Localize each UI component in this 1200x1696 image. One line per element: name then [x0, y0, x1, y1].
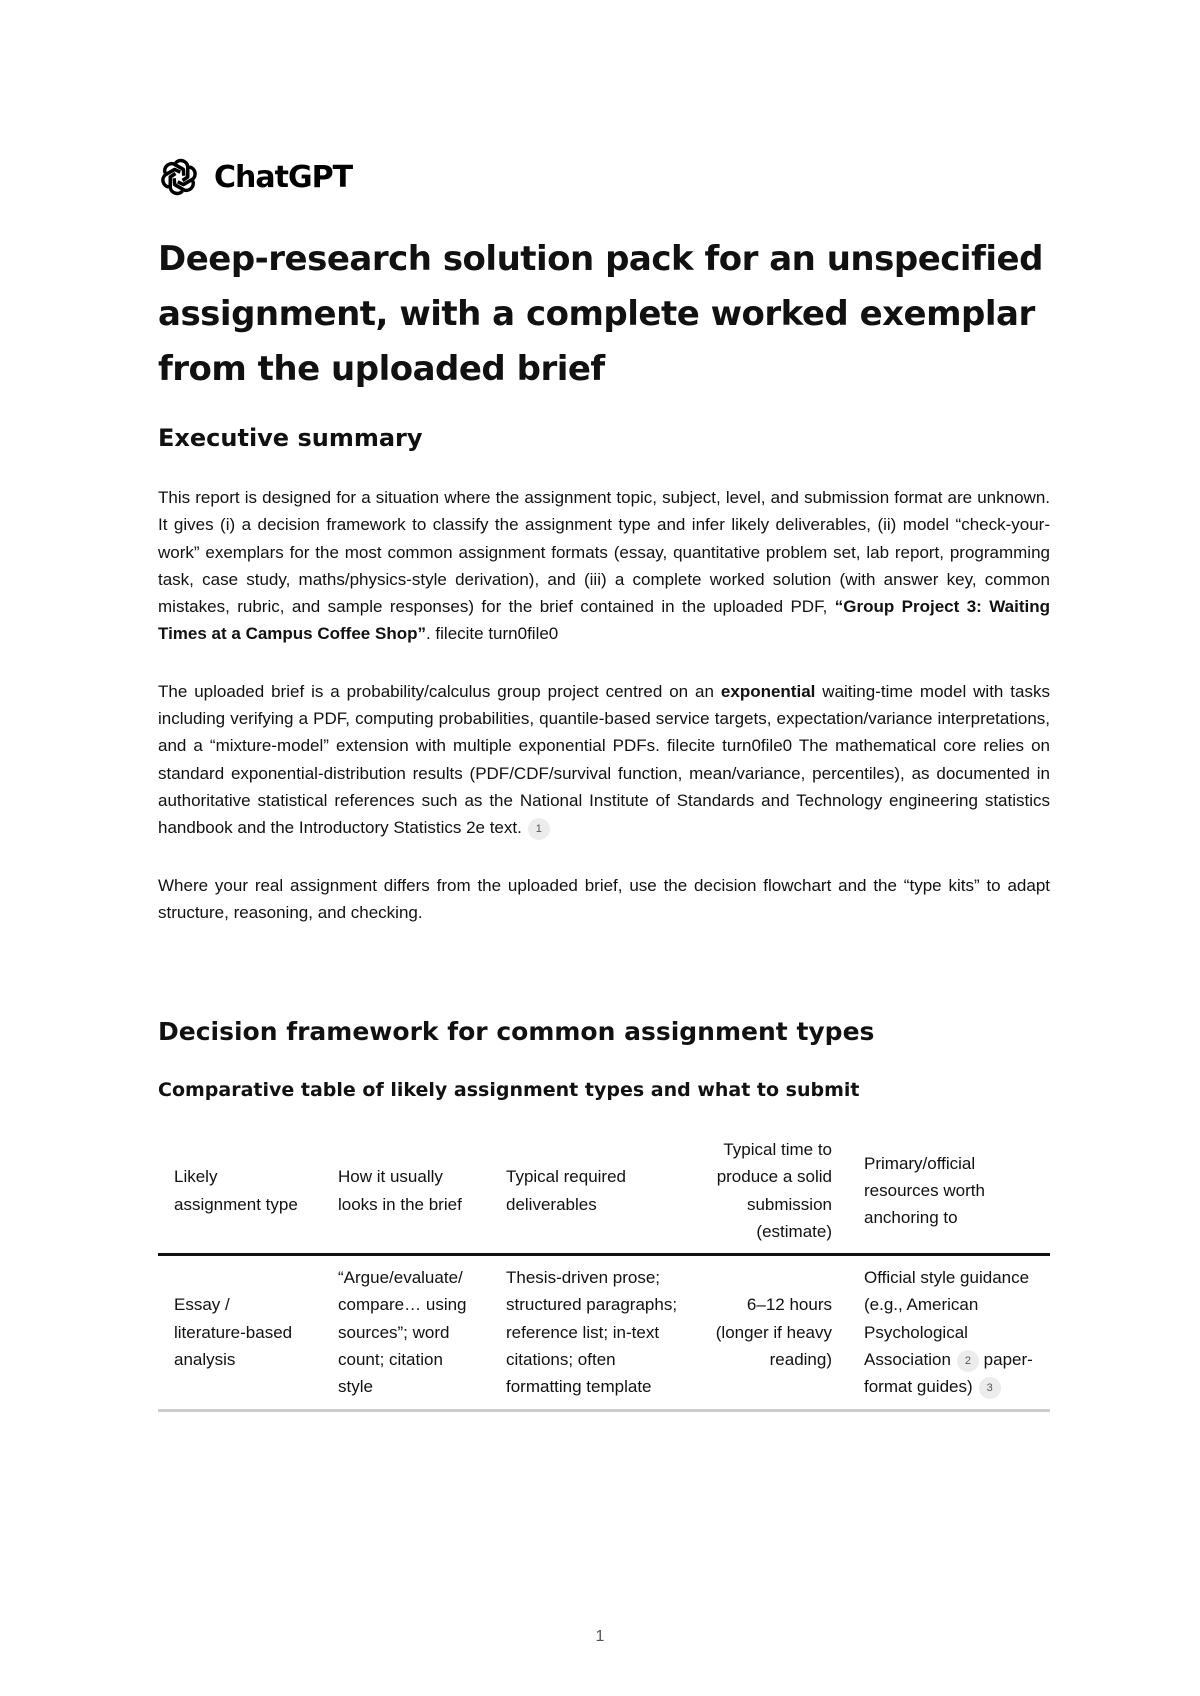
openai-logo-icon — [158, 156, 200, 198]
citation-badge[interactable]: 1 — [528, 818, 550, 840]
table-subheading: Comparative table of likely assignment types and what to submit — [158, 1079, 860, 1101]
document-title: Deep-research solution pack for an unspecified assignment, with a complete worked exemplar from the uploaded brief — [158, 239, 1043, 389]
column-header: Typical time to produce a solid submission (estimate) — [698, 1130, 848, 1255]
column-header: Primary/official resources worth anchoring to — [848, 1130, 1050, 1255]
text: . filecite turn0file0 — [425, 624, 559, 644]
citation-badge[interactable]: 2 — [957, 1350, 979, 1372]
table-row — [158, 1255, 1050, 1410]
summary-paragraph-3: Where your real assignment differs from the uploaded brief, use the decision flowchart and the “type kits” to adapt structure, reasoning, and checking. — [158, 875, 1050, 922]
cell-deliverables: Thesis-driven prose; structured paragraphs; reference list; in-text citations; often formatting template — [490, 1255, 698, 1410]
column-header: Likely assignment type — [158, 1130, 322, 1255]
cell-time: 6–12 hours (longer if heavy reading) — [698, 1255, 848, 1410]
cell-resources — [848, 1255, 1050, 1410]
text: waiting-time model with tasks including verifying a PDF, computing probabilities, quantile-based service targets, expectation/variance interpretations, and a “mixture-model” extension with multiple exponential PDFs. filecite turn0file0 The mathematical core relies on standard exponential-distribution results (PDF/CDF/survival function, mean/variance, percentiles), as documented in authoritative statistical references such as the National Institute of Standards and Technology engineering statistics handbook and the Introductory Statistics 2e text. — [158, 681, 1050, 838]
brand-header — [158, 156, 352, 198]
brief-title: “Group Project 3: Waiting Times at a Campus Coffee Shop” — [158, 597, 1050, 644]
citation-badge[interactable]: 3 — [979, 1377, 1001, 1399]
decision-framework-heading: Decision framework for common assignment types — [158, 1017, 875, 1046]
page-number: 1 — [595, 1628, 605, 1645]
summary-paragraph-2 — [158, 678, 1050, 842]
text: This report is designed for a situation where the assignment topic, subject, level, and submission format are unknown. It gives (i) a decision framework to classify the assignment type and infer likely deliverables, (ii) model “check-your-work” exemplars for the most common assignment formats (essay, quantitative problem set, lab report, programming task, case study, maths/physics-style derivation), and (iii) a complete worked solution (with answer key, common mistakes, rubric, and sample responses) for the brief contained in the uploaded PDF, — [158, 488, 1050, 617]
brand-name: ChatGPT — [214, 159, 353, 195]
summary-paragraph-1 — [158, 484, 1050, 648]
text: The uploaded brief is a probability/calculus group project centred on an — [158, 681, 721, 701]
table-header-row — [158, 1130, 1050, 1255]
bold-term: exponential — [720, 681, 816, 701]
cell-looks: “Argue/evaluate/ compare… using sources”; word count; citation style — [322, 1255, 490, 1410]
text: paper-format guides) — [864, 1350, 1033, 1397]
cell-type: Essay / literature-based analysis — [158, 1255, 322, 1410]
executive-summary-body — [158, 484, 1050, 956]
column-header: Typical required deliverables — [490, 1130, 698, 1255]
executive-summary-heading: Executive summary — [158, 424, 423, 452]
assignment-types-table — [158, 1130, 1050, 1412]
text: Official style guidance (e.g., American Psychological Association — [864, 1268, 1030, 1370]
column-header: How it usually looks in the brief — [322, 1130, 490, 1255]
